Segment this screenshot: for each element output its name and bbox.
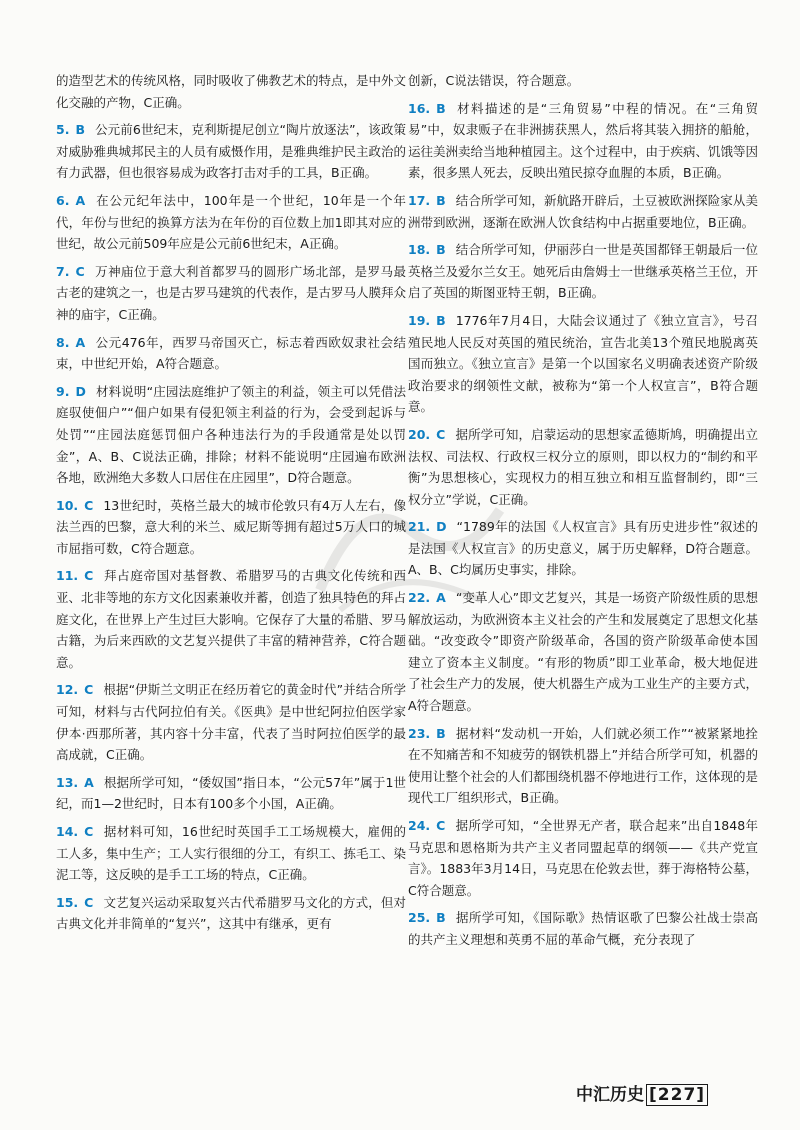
explanation-text: 的造型艺术的传统风格，同时吸收了佛教艺术的特点，是中外文化交融的产物，C正确。: [56, 73, 407, 110]
answer-letter: C: [84, 568, 94, 584]
answer-letter: B: [436, 192, 446, 208]
answer-entry: [56, 821, 406, 886]
explanation-text: 材料描述的是“三角贸易”中程的情况。在“三角贸易”中，奴隶贩子在非洲掳获黑人，然后将其装入拥挤的船舱，运往美洲卖给当地种植园主。这个过程中，由于疾病、饥饿等因素，很多黑人死去，反映出殖民掠夺血腥的本质，B正确。: [408, 100, 759, 181]
answer-entry: [56, 119, 406, 184]
question-number: 20.: [408, 426, 431, 442]
question-number: 5.: [56, 122, 70, 138]
left-column: [56, 70, 406, 941]
answer-entry: [56, 381, 406, 489]
question-number: 16.: [408, 100, 431, 116]
explanation-text: 结合所学可知，新航路开辟后，土豆被欧洲探险家从美洲带到欧洲，逐渐在欧洲人饮食结构中占据重要地位，B正确。: [408, 192, 758, 230]
answer-letter: C: [436, 426, 446, 442]
answer-letter: C: [84, 894, 94, 910]
explanation-text: 据所学可知，启蒙运动的思想家孟德斯鸠，明确提出立法权、司法权、行政权三权分立的原则，即以权力的“制约和平衡”为思想核心，实现权力的相互独立和相互监督制约，即“三权分立”学说，C正确。: [408, 426, 758, 507]
question-number: 9.: [56, 383, 70, 399]
answer-entry: [408, 723, 758, 809]
explanation-text: 据材料“发动机一开始，人们就必须工作”“被紧紧地拴在不知痛苦和不知疲劳的钢铁机器上”并结合所学可知，机器的使用让整个社会的人们都围绕机器不停地进行工作，这体现的是现代工厂组织形式，B正确。: [408, 725, 759, 806]
answer-entry: [408, 907, 758, 950]
explanation-text: “1789年的法国《人权宣言》具有历史进步性”叙述的是法国《人权宣言》的历史意义，属于历史解释，D符合题意。A、B、C均属历史事实，排除。: [408, 519, 758, 578]
explanation-text: 创新，C说法错误，符合题意。: [408, 73, 580, 88]
question-number: 8.: [56, 334, 70, 350]
question-number: 18.: [408, 242, 431, 258]
answer-letter: C: [84, 824, 94, 839]
answer-entry: [408, 516, 758, 581]
question-number: 12.: [56, 682, 79, 698]
answer-entry: [408, 587, 758, 717]
explanation-text: 据所学可知，“全世界无产者，联合起来”出自1848年马克思和恩格斯为共产主义者同盟起草的纲领——《共产党宣言》。1883年3月14日，马克思在伦敦去世，葬于海格特公墓，C符合题意。: [408, 818, 758, 898]
explanation-text: 在公元纪年法中，100年是一个世纪，10年是一个年代，年份与世纪的换算方法为在年份的百位数上加1即其对应的世纪，故公元前509年应是公元前6世纪末，A正确。: [56, 192, 406, 252]
answer-letter: B: [436, 725, 446, 741]
answer-letter: C: [84, 682, 94, 698]
answer-letter: C: [436, 818, 446, 833]
explanation-text: 1776年7月4日，大陆会议通过了《独立宣言》，号召殖民地人民反对英国的殖民统治，宣告北美13个殖民地脱离英国而独立。《独立宣言》是第一个以国家名义明确表述资产阶级政治要求的纲领性文献，被称为“第一个人权宣言”，B符合题意。: [408, 312, 758, 415]
answer-letter: B: [436, 312, 446, 328]
explanation-text: 根据“伊斯兰文明正在经历着它的黄金时代”并结合所学可知，材料与古代阿拉伯有关。《医典》是中世纪阿拉伯医学家伊本·西那所著，其内容十分丰富，代表了当时阿拉伯医学的最高成就，C正确。: [56, 682, 406, 763]
explanation-text: 13世纪时，英格兰最大的城市伦敦只有4万人左右，像法兰西的巴黎，意大利的米兰、威尼斯等拥有超过5万人口的城市屈指可数，C符合题意。: [56, 497, 406, 556]
answer-letter: A: [75, 334, 86, 350]
answer-entry: [56, 70, 406, 113]
question-number: 22.: [408, 590, 431, 606]
answer-entry: [408, 424, 758, 510]
explanation-text: 据材料可知，16世纪时英国手工工场规模大，雇佣的工人多，集中生产；工人实行很细的分工，有织工、拣毛工、染泥工等，这反映的是手工工场的特点，C正确。: [56, 824, 407, 883]
question-number: 25.: [408, 910, 431, 926]
explanation-text: 材料说明“庄园法庭维护了领主的利益，领主可以凭借法庭驭使佃户”“佃户如果有侵犯领主利益的行为，会受到起诉与处罚”“庄园法庭惩罚佃户各种违法行为的手段通常是处以罚金”，A、B、C说法正确，排除；材料不能说明“庄园遍布欧洲各地，欧洲绝大多数人口居住在庄园里”，D符合题意。: [56, 383, 406, 486]
question-number: 11.: [56, 568, 79, 584]
answer-letter: B: [75, 122, 85, 138]
answer-entry: [408, 98, 758, 184]
answer-letter: B: [436, 242, 446, 258]
book-title: 中汇历史: [576, 1085, 644, 1105]
answer-entry: [56, 261, 406, 326]
question-number: 19.: [408, 312, 431, 328]
answer-entry: [56, 190, 406, 255]
question-number: 17.: [408, 192, 431, 208]
answer-entry: [408, 70, 758, 92]
question-number: 7.: [56, 263, 70, 279]
explanation-text: 据所学可知，《国际歌》热情讴歌了巴黎公社战士崇高的共产主义理想和英勇不屈的革命气概，充分表现了: [408, 910, 758, 947]
answer-entry: [56, 892, 406, 935]
question-number: 21.: [408, 519, 431, 535]
explanation-text: 公元476年，西罗马帝国灭亡，标志着西欧奴隶社会结束，中世纪开始，A符合题意。: [56, 334, 406, 372]
answer-letter: D: [75, 383, 86, 399]
answer-entry: [408, 190, 758, 233]
answer-letter: C: [84, 497, 94, 513]
question-number: 13.: [56, 774, 79, 790]
explanation-text: 万神庙位于意大利首都罗马的圆形广场北部，是罗马最古老的建筑之一，也是古罗马建筑的代表作，是古罗马人膜拜众神的庙宇，C正确。: [56, 263, 407, 322]
answer-letter: A: [75, 192, 86, 208]
answer-letter: C: [75, 263, 85, 279]
question-number: 14.: [56, 824, 79, 839]
answer-entry: [408, 239, 758, 304]
explanation-text: 根据所学可知，“倭奴国”指日本，“公元57年”属于1世纪，而1—2世纪时，日本有100多个小国，A正确。: [56, 774, 406, 812]
answer-letter: B: [436, 910, 446, 926]
answer-entry: [56, 772, 406, 815]
answer-letter: A: [84, 774, 94, 790]
answer-entry: [56, 565, 406, 673]
answer-entry: [56, 495, 406, 560]
answer-entry: [56, 679, 406, 765]
right-column: [408, 70, 758, 957]
answer-letter: B: [436, 100, 446, 116]
question-number: 6.: [56, 192, 70, 208]
question-number: 24.: [408, 818, 431, 833]
question-number: 15.: [56, 894, 79, 910]
explanation-text: 公元前6世纪末，克利斯提尼创立“陶片放逐法”，该政策对威胁雅典城邦民主的人员有威慑作用，是雅典维护民主政治的有力武器，但也很容易成为政客打击对手的工具，B正确。: [56, 122, 407, 181]
question-number: 10.: [56, 497, 79, 513]
page-number: [227]: [646, 1084, 708, 1106]
answer-entry: [408, 815, 758, 901]
answer-letter: A: [436, 590, 446, 606]
answer-entry: [56, 332, 406, 375]
page-footer: [576, 1080, 708, 1106]
answer-letter: D: [436, 519, 447, 535]
explanation-text: 拜占庭帝国对基督教、希腊罗马的古典文化传统和西亚、北非等地的东方文化因素兼收并蓄，创造了独具特色的拜占庭文化，在世界上产生过巨大影响。它保存了大量的希腊、罗马古籍，为后来西欧的文艺复兴提供了丰富的精神营养，C符合题意。: [56, 568, 407, 670]
question-number: 23.: [408, 725, 431, 741]
explanation-text: 结合所学可知，伊丽莎白一世是英国都铎王朝最后一位英格兰及爱尔兰女王。她死后由詹姆士一世继承英格兰王位，开启了英国的斯图亚特王朝，B正确。: [408, 242, 759, 301]
answer-entry: [408, 310, 758, 418]
explanation-text: 文艺复兴运动采取复兴古代希腊罗马文化的方式，但对古典文化并非简单的“复兴”，这其中有继承，更有: [56, 894, 406, 932]
explanation-text: “变革人心”即文艺复兴，其是一场资产阶级性质的思想解放运动，为欧洲资本主义社会的产生和发展奠定了思想文化基础。“改变政令”即资产阶级革命，各国的资产阶级革命使本国建立了资本主义制度。“有形的物质”即工业革命，极大地促进了社会生产力的发展，使大机器生产成为工业生产的主要方式，A符合题意。: [408, 590, 759, 714]
